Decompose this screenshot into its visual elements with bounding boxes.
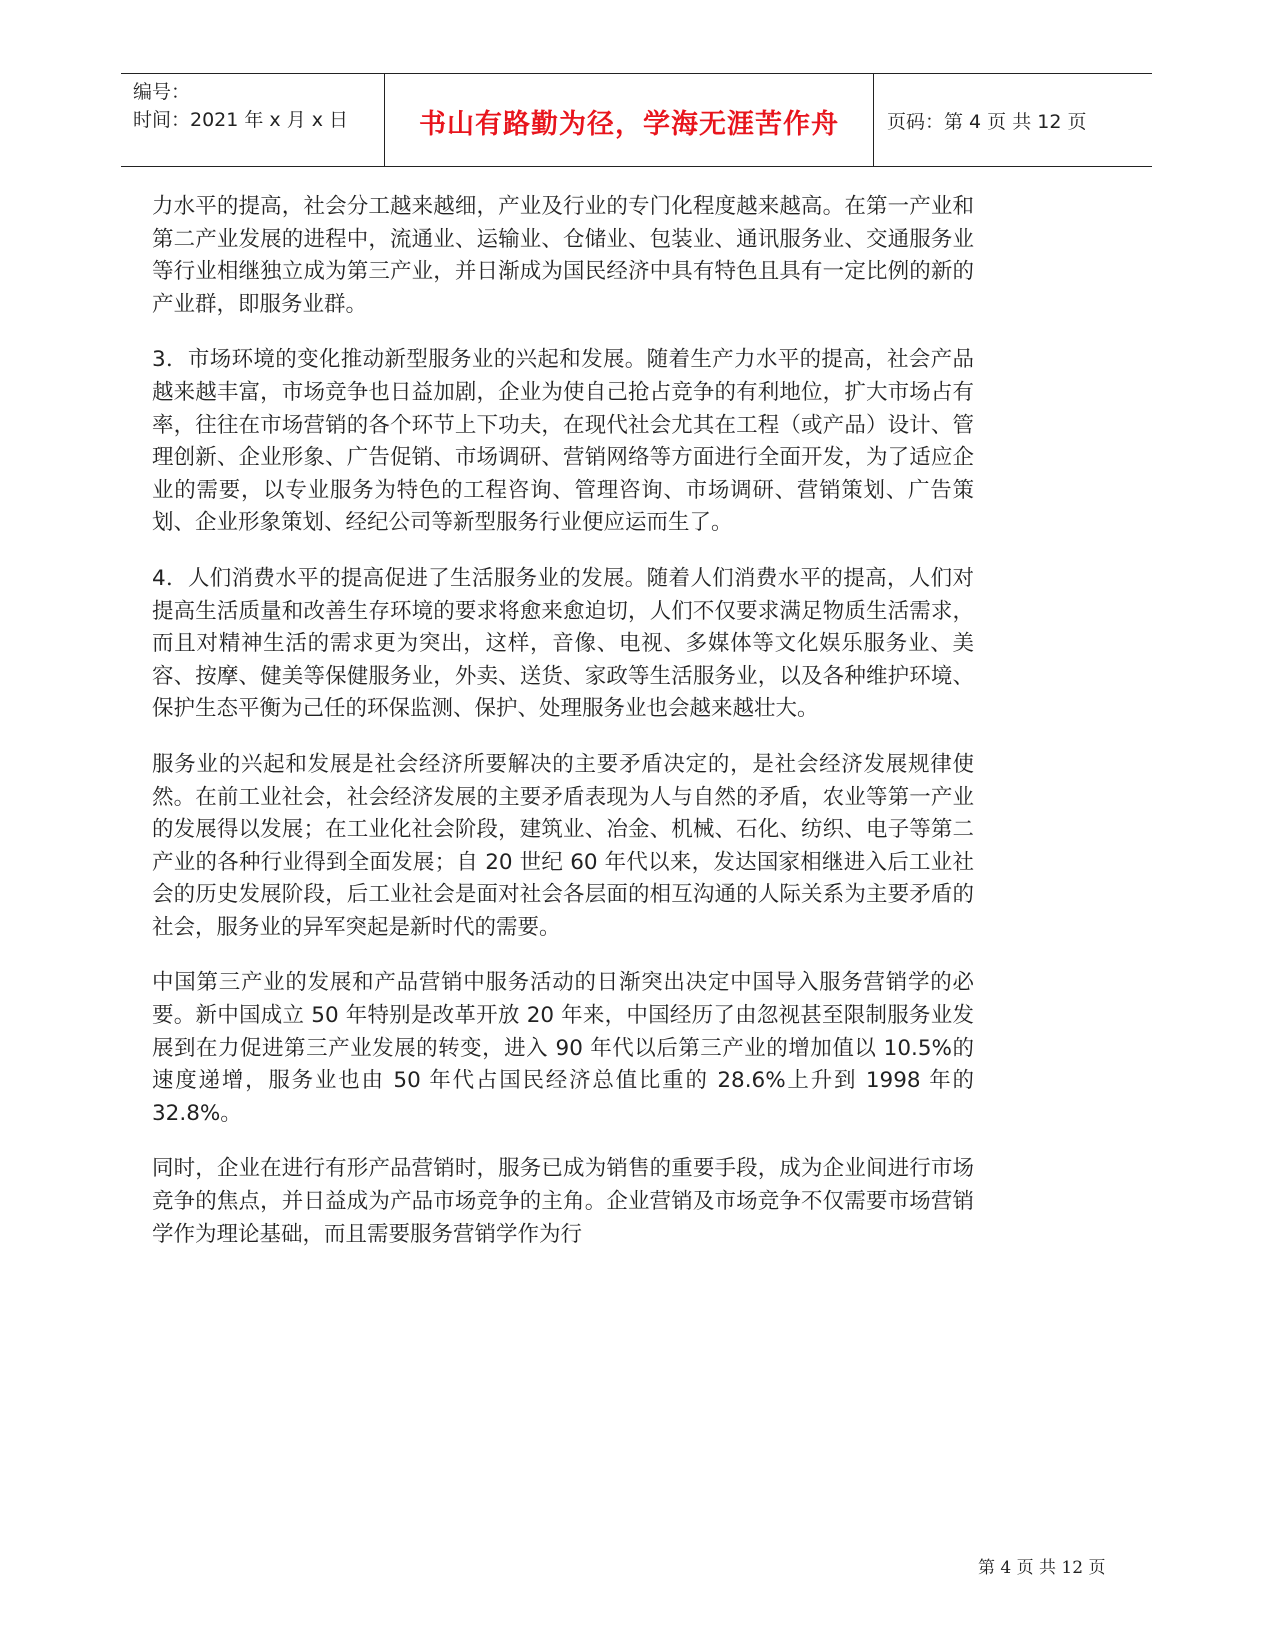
- document-header: [121, 73, 1152, 167]
- serial-number-label: 编号：: [133, 81, 191, 103]
- document-body: [152, 191, 974, 1274]
- motto-text: 书山有路勤为径，学海无涯苦作舟: [419, 108, 839, 140]
- body-paragraph: 服务业的兴起和发展是社会经济所要解决的主要矛盾决定的，是社会经济发展规律使然。在前工业社会，社会经济发展的主要矛盾表现为人与自然的矛盾，农业等第一产业的发展得以发展；在工业化社会阶段，建筑业、冶金、机械、石化、纺织、电子等第二产业的各种行业得到全面发展；自 20 世纪 60 年代以来，发达国家相继进入后工业社会的历史发展阶段，后工业社会是面对社会各层面的相互沟通的人际关系为主要矛盾的社会，服务业的异军突起是新时代的需要。: [152, 751, 974, 940]
- date-label: 时间：2021 年 x 月 x 日: [133, 109, 349, 131]
- header-page-info: 页码：第 4 页 共 12 页: [887, 110, 1087, 133]
- body-paragraph: 3．市场环境的变化推动新型服务业的兴起和发展。随着生产力水平的提高，社会产品越来越丰富，市场竞争也日益加剧，企业为使自己抢占竞争的有利地位，扩大市场占有率，往往在市场营销的各个环节上下功夫，在现代社会尤其在工程（或产品）设计、管理创新、企业形象、广告促销、市场调研、营销网络等方面进行全面开发，为了适应企业的需要，以专业服务为特色的工程咨询、管理咨询、市场调研、营销策划、广告策划、企业形象策划、经纪公司等新型服务行业便应运而生了。: [152, 347, 974, 536]
- body-paragraph: 同时，企业在进行有形产品营销时，服务已成为销售的重要手段，成为企业间进行市场竞争的焦点，并日益成为产品市场竞争的主角。企业营销及市场竞争不仅需要市场营销学作为理论基础，而且需要服务营销学作为行: [152, 1156, 974, 1247]
- page-footer: [978, 1553, 1105, 1578]
- body-paragraph: 4．人们消费水平的提高促进了生活服务业的发展。随着人们消费水平的提高，人们对提高生活质量和改善生存环境的要求将愈来愈迫切，人们不仅要求满足物质生活需求，而且对精神生活的需求更为突出，这样，音像、电视、多媒体等文化娱乐服务业、美容、按摩、健美等保健服务业，外卖、送货、家政等生活服务业，以及各种维护环境、保护生态平衡为己任的环保监测、保护、处理服务业也会越来越壮大。: [152, 565, 974, 722]
- body-paragraph: 中国第三产业的发展和产品营销中服务活动的日渐突出决定中国导入服务营销学的必要。新中国成立 50 年特别是改革开放 20 年来，中国经历了由忽视甚至限制服务业发展到在力促进第三产业发展的转变，进入 90 年代以后第三产业的增加值以 10.5%的速度递增，服务业也由 50 年代占国民经济总值比重的 28.6%上升到 1998 年的 32.8%。: [152, 970, 974, 1126]
- header-page-cell: [874, 74, 1152, 166]
- header-motto-cell: [385, 74, 874, 166]
- footer-page-number: 第 4 页 共 12 页: [978, 1558, 1106, 1578]
- body-paragraph: 力水平的提高，社会分工越来越细，产业及行业的专门化程度越来越高。在第一产业和第二产业发展的进程中，流通业、运输业、仓储业、包装业、通讯服务业、交通服务业等行业相继独立成为第三产业，并日渐成为国民经济中具有特色且具有一定比例的新的产业群，即服务业群。: [152, 194, 974, 317]
- header-meta-cell: [121, 74, 385, 166]
